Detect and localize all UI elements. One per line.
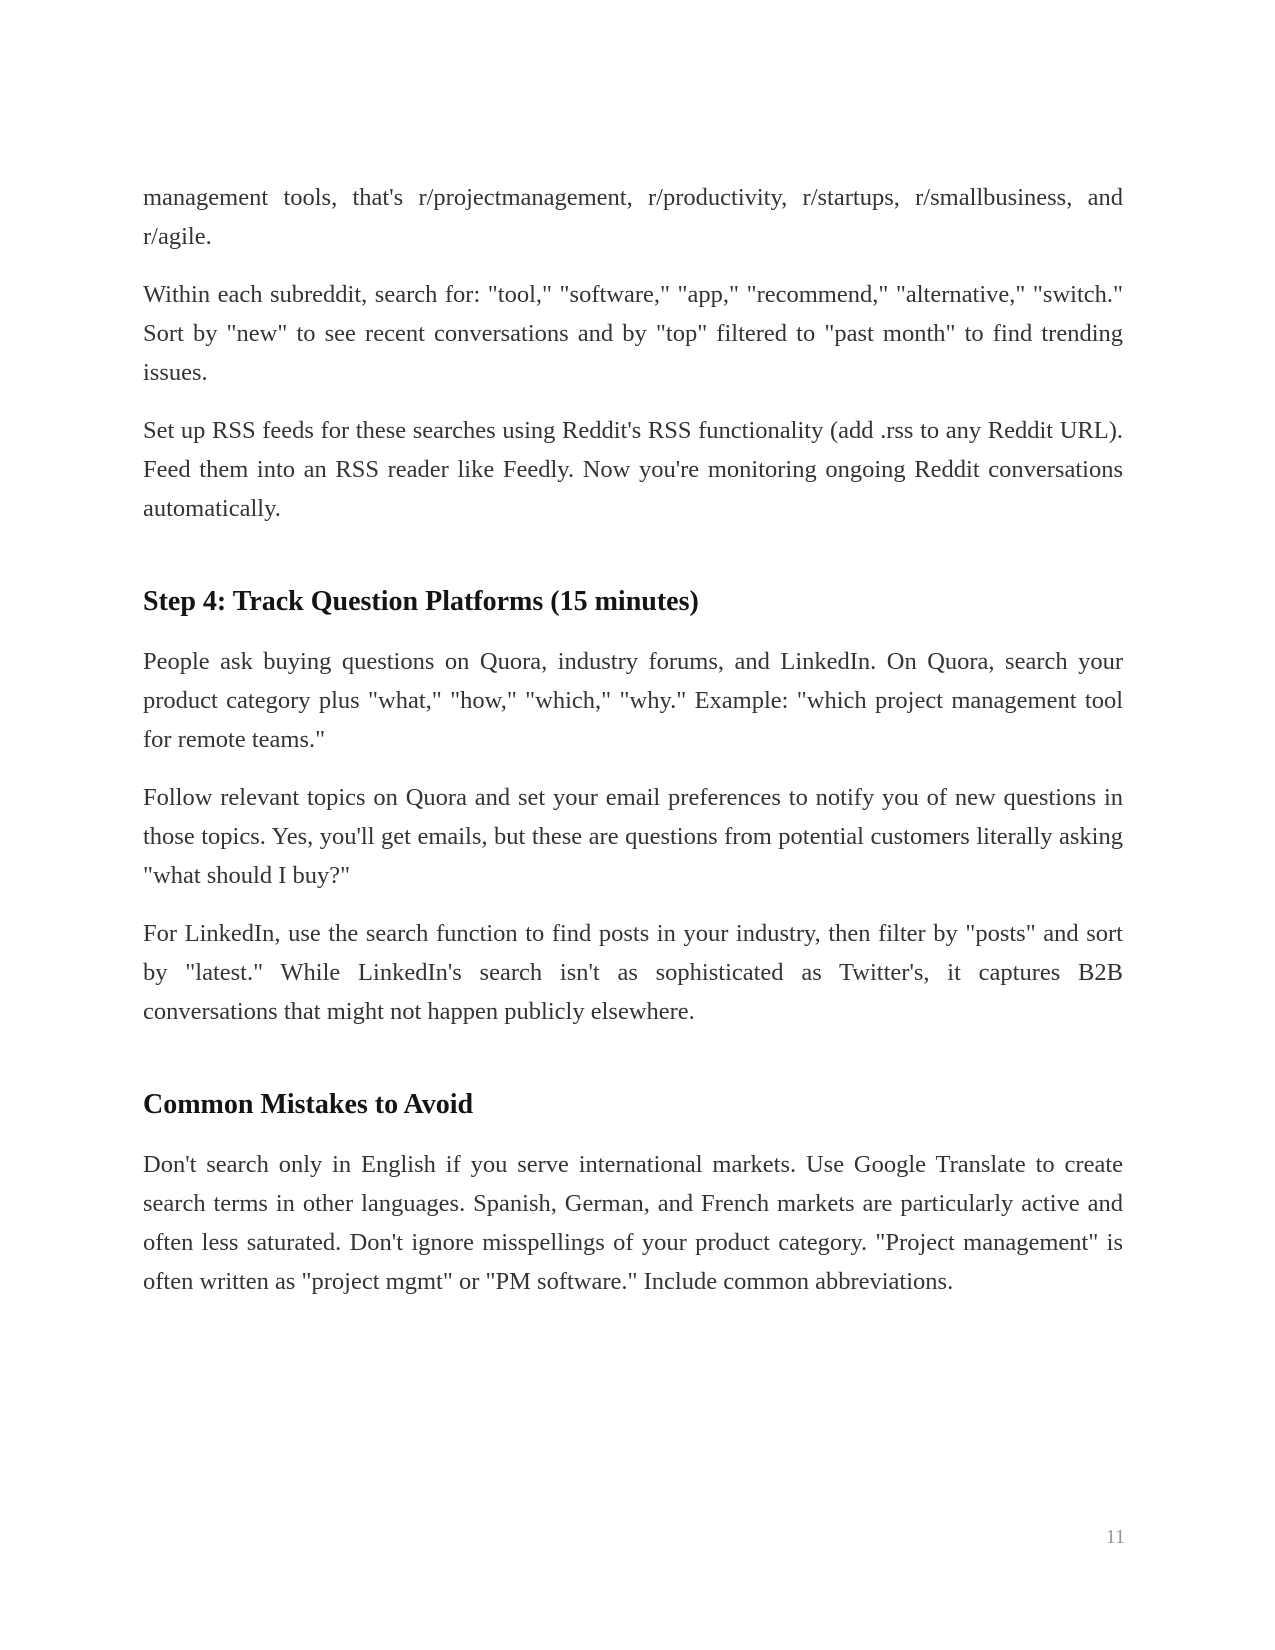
paragraph: management tools, that's r/projectmanagement, r/productivity, r/startups, r/smallbusiness, and r/agile. — [143, 184, 1123, 250]
section-heading: Common Mistakes to Avoid — [143, 1089, 474, 1120]
paragraph: Don't search only in English if you serve international markets. Use Google Translate to create search terms in other languages. Spanish, German, and French markets are particularly active and often less saturated. Don't ignore misspellings of your product category. "Project management" is often written as "project mgmt" or "PM software." Include common abbreviations. — [143, 1151, 1123, 1295]
paragraph: Within each subreddit, search for: "tool," "software," "app," "recommend," "alternative," "switch." Sort by "new" to see recent conversations and by "top" filtered to "past month" to find trending issues. — [143, 281, 1123, 386]
paragraph: For LinkedIn, use the search function to find posts in your industry, then filter by "posts" and sort by "latest." While LinkedIn's search isn't as sophisticated as Twitter's, it captures B2B conversations that might not happen publicly elsewhere. — [143, 920, 1123, 1025]
paragraph: People ask buying questions on Quora, industry forums, and LinkedIn. On Quora, search your product category plus "what," "how," "which," "why." Example: "which project management tool for remote teams." — [143, 648, 1123, 753]
section-heading: Step 4: Track Question Platforms (15 minutes) — [143, 586, 699, 617]
paragraph: Set up RSS feeds for these searches using Reddit's RSS functionality (add .rss to any Reddit URL). Feed them into an RSS reader like Feedly. Now you're monitoring ongoing Reddit conversations automatically. — [143, 417, 1123, 522]
document-body — [143, 178, 1123, 1320]
paragraph: Follow relevant topics on Quora and set your email preferences to notify you of new questions in those topics. Yes, you'll get emails, but these are questions from potential customers literally asking "what should I buy?" — [143, 784, 1123, 889]
page-number: 11 — [1105, 1526, 1125, 1548]
